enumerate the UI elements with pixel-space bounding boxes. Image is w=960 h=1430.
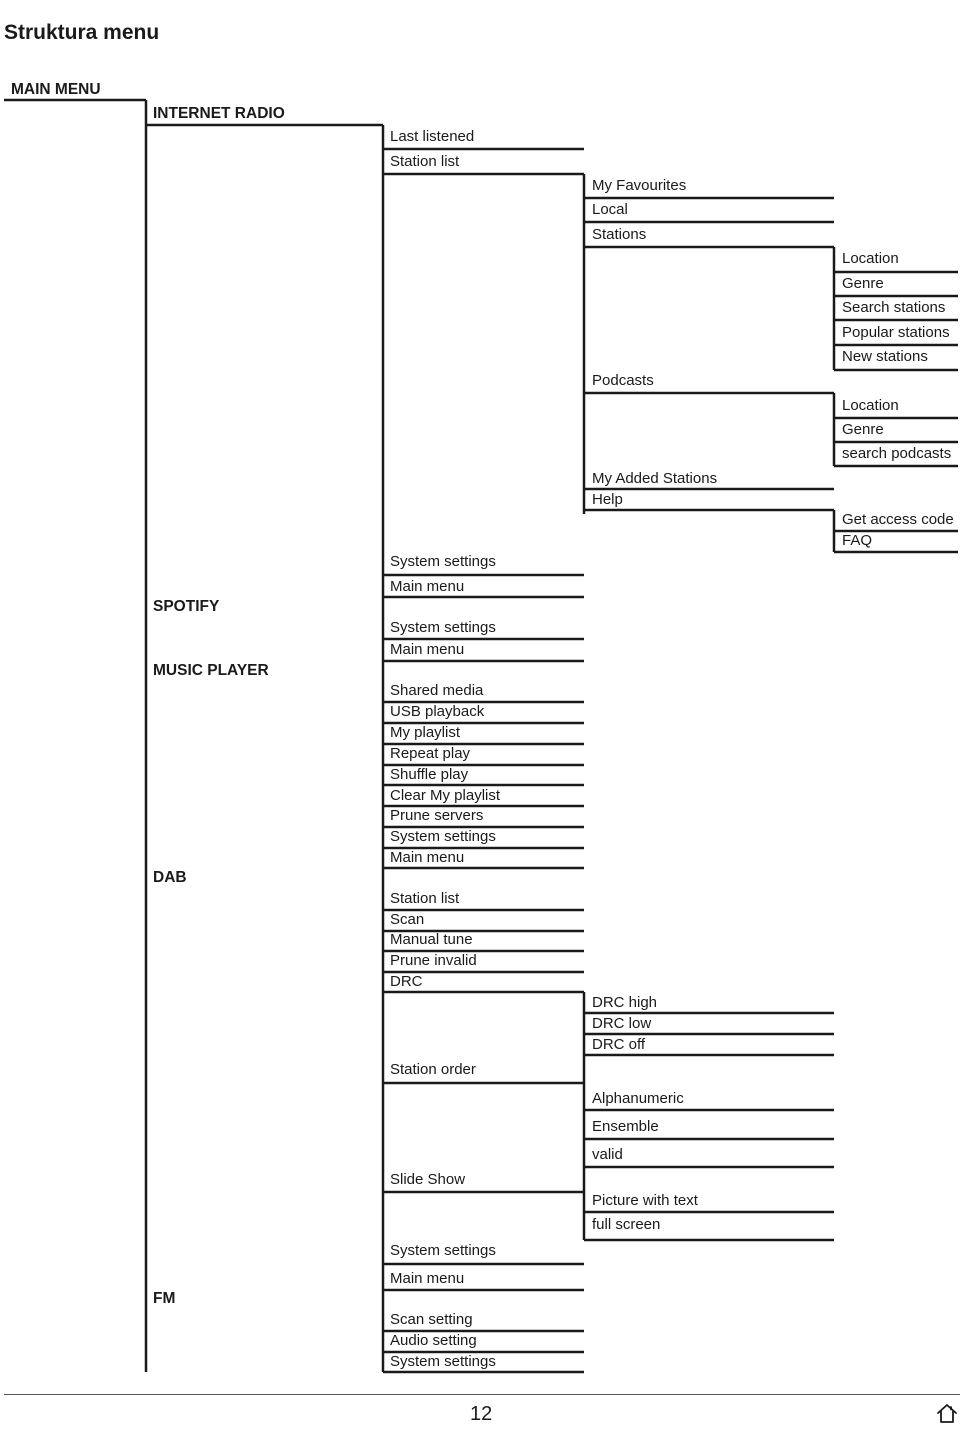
menu-item: full screen <box>592 1216 661 1233</box>
menu-dab: DAB <box>153 869 187 886</box>
menu-item: My Added Stations <box>592 470 718 487</box>
menu-item: Main menu <box>390 641 465 658</box>
menu-item: Last listened <box>390 128 475 145</box>
menu-internet-radio: INTERNET RADIO <box>153 105 285 122</box>
menu-item: Location <box>842 397 899 414</box>
menu-item: My Favourites <box>592 177 687 194</box>
menu-item: System settings <box>390 1353 496 1370</box>
menu-item: Repeat play <box>390 745 471 762</box>
menu-item: Main menu <box>390 849 465 866</box>
menu-item: Clear My playlist <box>390 787 501 804</box>
menu-item: DRC <box>390 973 423 990</box>
menu-item: Picture with text <box>592 1192 698 1209</box>
menu-item: Genre <box>842 275 884 292</box>
menu-item: Local <box>592 201 628 218</box>
menu-item: System settings <box>390 619 496 636</box>
menu-item: Get access code <box>842 511 954 528</box>
menu-item: USB playback <box>390 703 485 720</box>
menu-item: New stations <box>842 348 928 365</box>
menu-item: Alphanumeric <box>592 1090 684 1107</box>
menu-item: DRC low <box>592 1015 652 1032</box>
menu-item: DRC off <box>592 1036 646 1053</box>
footer-divider <box>4 1394 960 1395</box>
menu-item: Ensemble <box>592 1118 659 1135</box>
menu-item: My playlist <box>390 724 461 741</box>
menu-item: Main menu <box>390 578 465 595</box>
menu-item: Prune servers <box>390 807 484 824</box>
page-title: Struktura menu <box>4 21 160 44</box>
menu-item: Podcasts <box>592 372 654 389</box>
menu-item: System settings <box>390 828 496 845</box>
menu-item: Station order <box>390 1061 476 1078</box>
menu-item: System settings <box>390 1242 496 1259</box>
menu-item: valid <box>592 1146 623 1163</box>
menu-item: FAQ <box>842 532 873 549</box>
menu-item: Location <box>842 250 899 267</box>
menu-item: Stations <box>592 226 647 243</box>
menu-item: Search stations <box>842 299 946 316</box>
menu-fm: FM <box>153 1290 176 1307</box>
menu-item: Manual tune <box>390 931 473 948</box>
menu-item: Popular stations <box>842 324 950 341</box>
menu-item: Shuffle play <box>390 766 469 783</box>
menu-item: Genre <box>842 421 884 438</box>
home-icon[interactable] <box>936 1402 958 1424</box>
menu-item: Station list <box>390 153 460 170</box>
menu-item: System settings <box>390 553 496 570</box>
menu-item: Shared media <box>390 682 484 699</box>
menu-item: Scan setting <box>390 1311 473 1328</box>
menu-item: Help <box>592 491 623 508</box>
menu-item: Prune invalid <box>390 952 477 969</box>
menu-item: Slide Show <box>390 1171 466 1188</box>
menu-root: MAIN MENU <box>11 81 101 98</box>
menu-spotify: SPOTIFY <box>153 598 220 615</box>
menu-item: Station list <box>390 890 460 907</box>
menu-item: Scan <box>390 911 425 928</box>
menu-item: Main menu <box>390 1270 465 1287</box>
menu-item: search podcasts <box>842 445 952 462</box>
menu-music-player: MUSIC PLAYER <box>153 662 269 679</box>
page-number: 12 <box>470 1403 493 1425</box>
menu-item: Audio setting <box>390 1332 477 1349</box>
menu-item: DRC high <box>592 994 658 1011</box>
